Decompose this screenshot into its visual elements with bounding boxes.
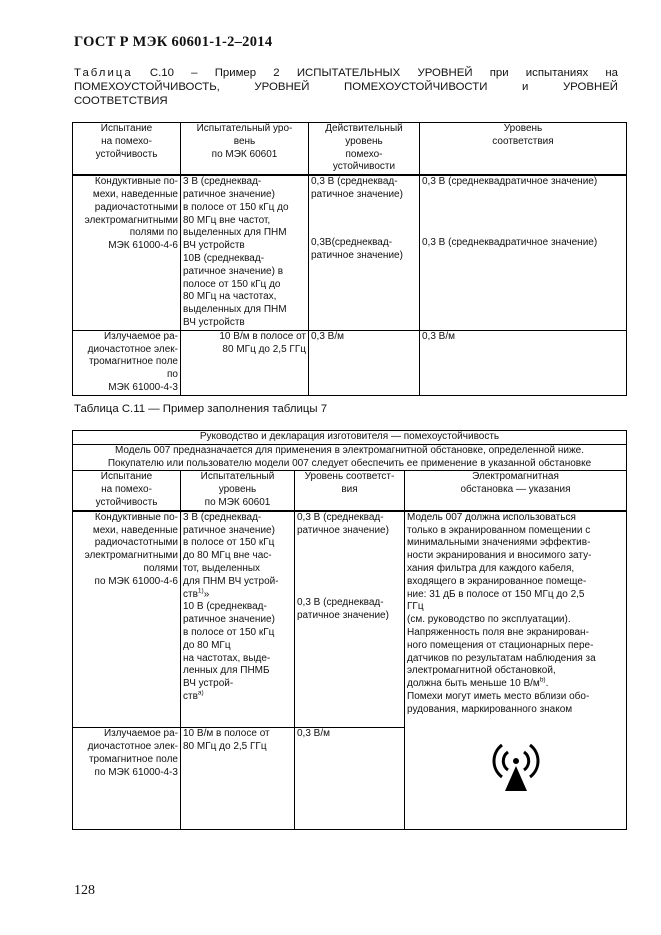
document-header: ГОСТ Р МЭК 60601-1-2–2014: [74, 34, 273, 50]
footnote-ref: 1): [197, 587, 204, 595]
cell-level: 3 В (среднеквад- ратичное значение) в полосе от 150 кГц до 80 МГц вне частот, выделенных для ПНМ ВЧ устройств 10В (среднеквад- ратичное значение) в полосе от 150 кГц до 80 МГц на частотах, выделенных для ПНМ ВЧ устройств: [181, 175, 309, 330]
footnote-ref: b): [539, 676, 546, 684]
cell-actual: 0,3 В/м: [309, 330, 420, 395]
header-cell: Испытательный уровень по МЭК 60601: [181, 471, 295, 511]
cell-compliance: 0,3 В/м: [420, 330, 627, 395]
cell-level: 10 В/м в полосе от 80 МГц до 2,5 ГГц: [181, 330, 309, 395]
caption-line3: СООТВЕТСТВИЯ: [74, 95, 168, 107]
env-text-1: [407, 512, 624, 691]
actual-level-a: 0,3 В (среднеквад- ратичное значение): [311, 176, 403, 200]
level-a-tail: »: [203, 588, 210, 600]
level-b-text: 10 В (среднеквад- ратичное значение) в полосе от 150 кГц до 80 МГц на частотах, выде- ленных для ПНМБ ВЧ устрой- ств: [183, 601, 275, 702]
table10-caption: [74, 66, 618, 108]
intro-line1: Модель 007 предназначается для применения в электромагнитной обстановке, определенной ниже.: [114, 444, 585, 456]
level-b: [183, 601, 292, 703]
table-intro-row: [73, 444, 627, 471]
table-c10: [72, 122, 627, 396]
cell-environment: [405, 511, 627, 830]
level-a: [183, 512, 292, 602]
table-title-row: [73, 431, 627, 445]
table-header-row: [73, 471, 627, 511]
cell-test: Кондуктивные по- мехи, наведенные радиочастотными электромагнитными полями по МЭК 61000-4-6: [73, 511, 181, 728]
cell-compliance: [295, 511, 405, 728]
page-number: 128: [74, 883, 95, 898]
header-cell: Уровень соответствия: [420, 123, 627, 176]
table-title: Руководство и декларация изготовителя — помехоустойчивость: [73, 431, 627, 445]
cell-actual: [309, 175, 420, 330]
header-cell: Испытание на помехо- устойчивость: [73, 471, 181, 511]
table-header-row: [73, 123, 627, 176]
caption-rest: С.10 – Пример 2 ИСПЫТАТЕЛЬНЫХ УРОВНЕЙ при испытаниях на: [149, 67, 618, 79]
cell-test: Кондуктивные по- мехи, наведенные радиочастотными электромагнитными полями по МЭК 61000-4-6: [73, 175, 181, 330]
header-cell: Электромагнитная обстановка — указания: [405, 471, 627, 511]
compliance-a: 0,3 В (среднеквад- ратичное значение): [297, 511, 389, 536]
header-cell: Испытание на помехо- устойчивость: [73, 123, 181, 176]
table11-caption: Таблица С.11 — Пример заполнения таблицы 7: [74, 403, 328, 415]
table-row: [73, 175, 627, 330]
compliance-b: 0,3 В (среднеквад- ратичное значение): [297, 597, 389, 622]
cell-test: Излучаемое ра- диочастотное элек- тромагнитное поле по МЭК 61000-4-3: [73, 728, 181, 830]
compliance-a: 0,3 В (среднеквадратичное значение): [422, 176, 598, 188]
header-cell: Действительный уровень помехо- устойчивости: [309, 123, 420, 176]
env-text-1-dot: .: [545, 678, 549, 690]
level-a-text: 3 В (среднеквад- ратичное значение) в полосе от 150 кГц до 80 МГц вне час- тот, выделенных для ПНМ ВЧ устрой- ств: [183, 511, 279, 600]
cell-compliance: [420, 175, 627, 330]
caption-label: Таблица: [74, 67, 133, 79]
env-text-1-body: Модель 007 должна использоваться только в экранированном помещении с минимальными значениями эффектив- ности экранирования и вносимого зату- хания фильтра для каждого кабеля, входящего в экранированное помеще- ние: 31 дБ в полосе от 150 МГц до 2,5 ГГц (см. руководство по эксплуатации). Напряженность поля вне экранирован- ного помещения от стационарных пере- датчиков по результатам наблюдения за электромагнитной обстановкой, должна быть меньше 10 В/м: [407, 511, 596, 690]
table-row: [73, 511, 627, 728]
compliance-b: 0,3 В (среднеквадратичное значение): [422, 236, 598, 248]
table-intro: [73, 444, 627, 471]
cell-test: Излучаемое ра- диочастотное элек- тромагнитное поле по МЭК 61000-4-3: [73, 330, 181, 395]
cell-compliance: 0,3 В/м: [295, 728, 405, 830]
table-c11: [72, 430, 627, 830]
cell-level: 10 В/м в полосе от 80 МГц до 2,5 ГГц: [181, 728, 295, 830]
cell-level: [181, 511, 295, 728]
caption-line2: ПОМЕХОУСТОЙЧИВОСТЬ, УРОВНЕЙ ПОМЕХОУСТОЙЧИВОСТИ и УРОВНЕЙ: [74, 81, 618, 93]
footnote-ref: а): [197, 689, 204, 697]
header-cell: Уровень соответст- вия: [295, 471, 405, 511]
header-cell: Испытательный уро- вень по МЭК 60601: [181, 123, 309, 176]
env-text-2: Помехи могут иметь место вблизи обо- рудования, маркированного знаком: [407, 690, 590, 715]
intro-line2: Покупателю или пользователю модели 007 следует обеспечить ее применение в указанной обстановке: [107, 457, 592, 469]
table-row: [73, 330, 627, 395]
actual-level-b: 0,3В(среднеквад- ратичное значение): [311, 236, 403, 261]
non-ionizing-radiation-icon: [481, 735, 551, 795]
